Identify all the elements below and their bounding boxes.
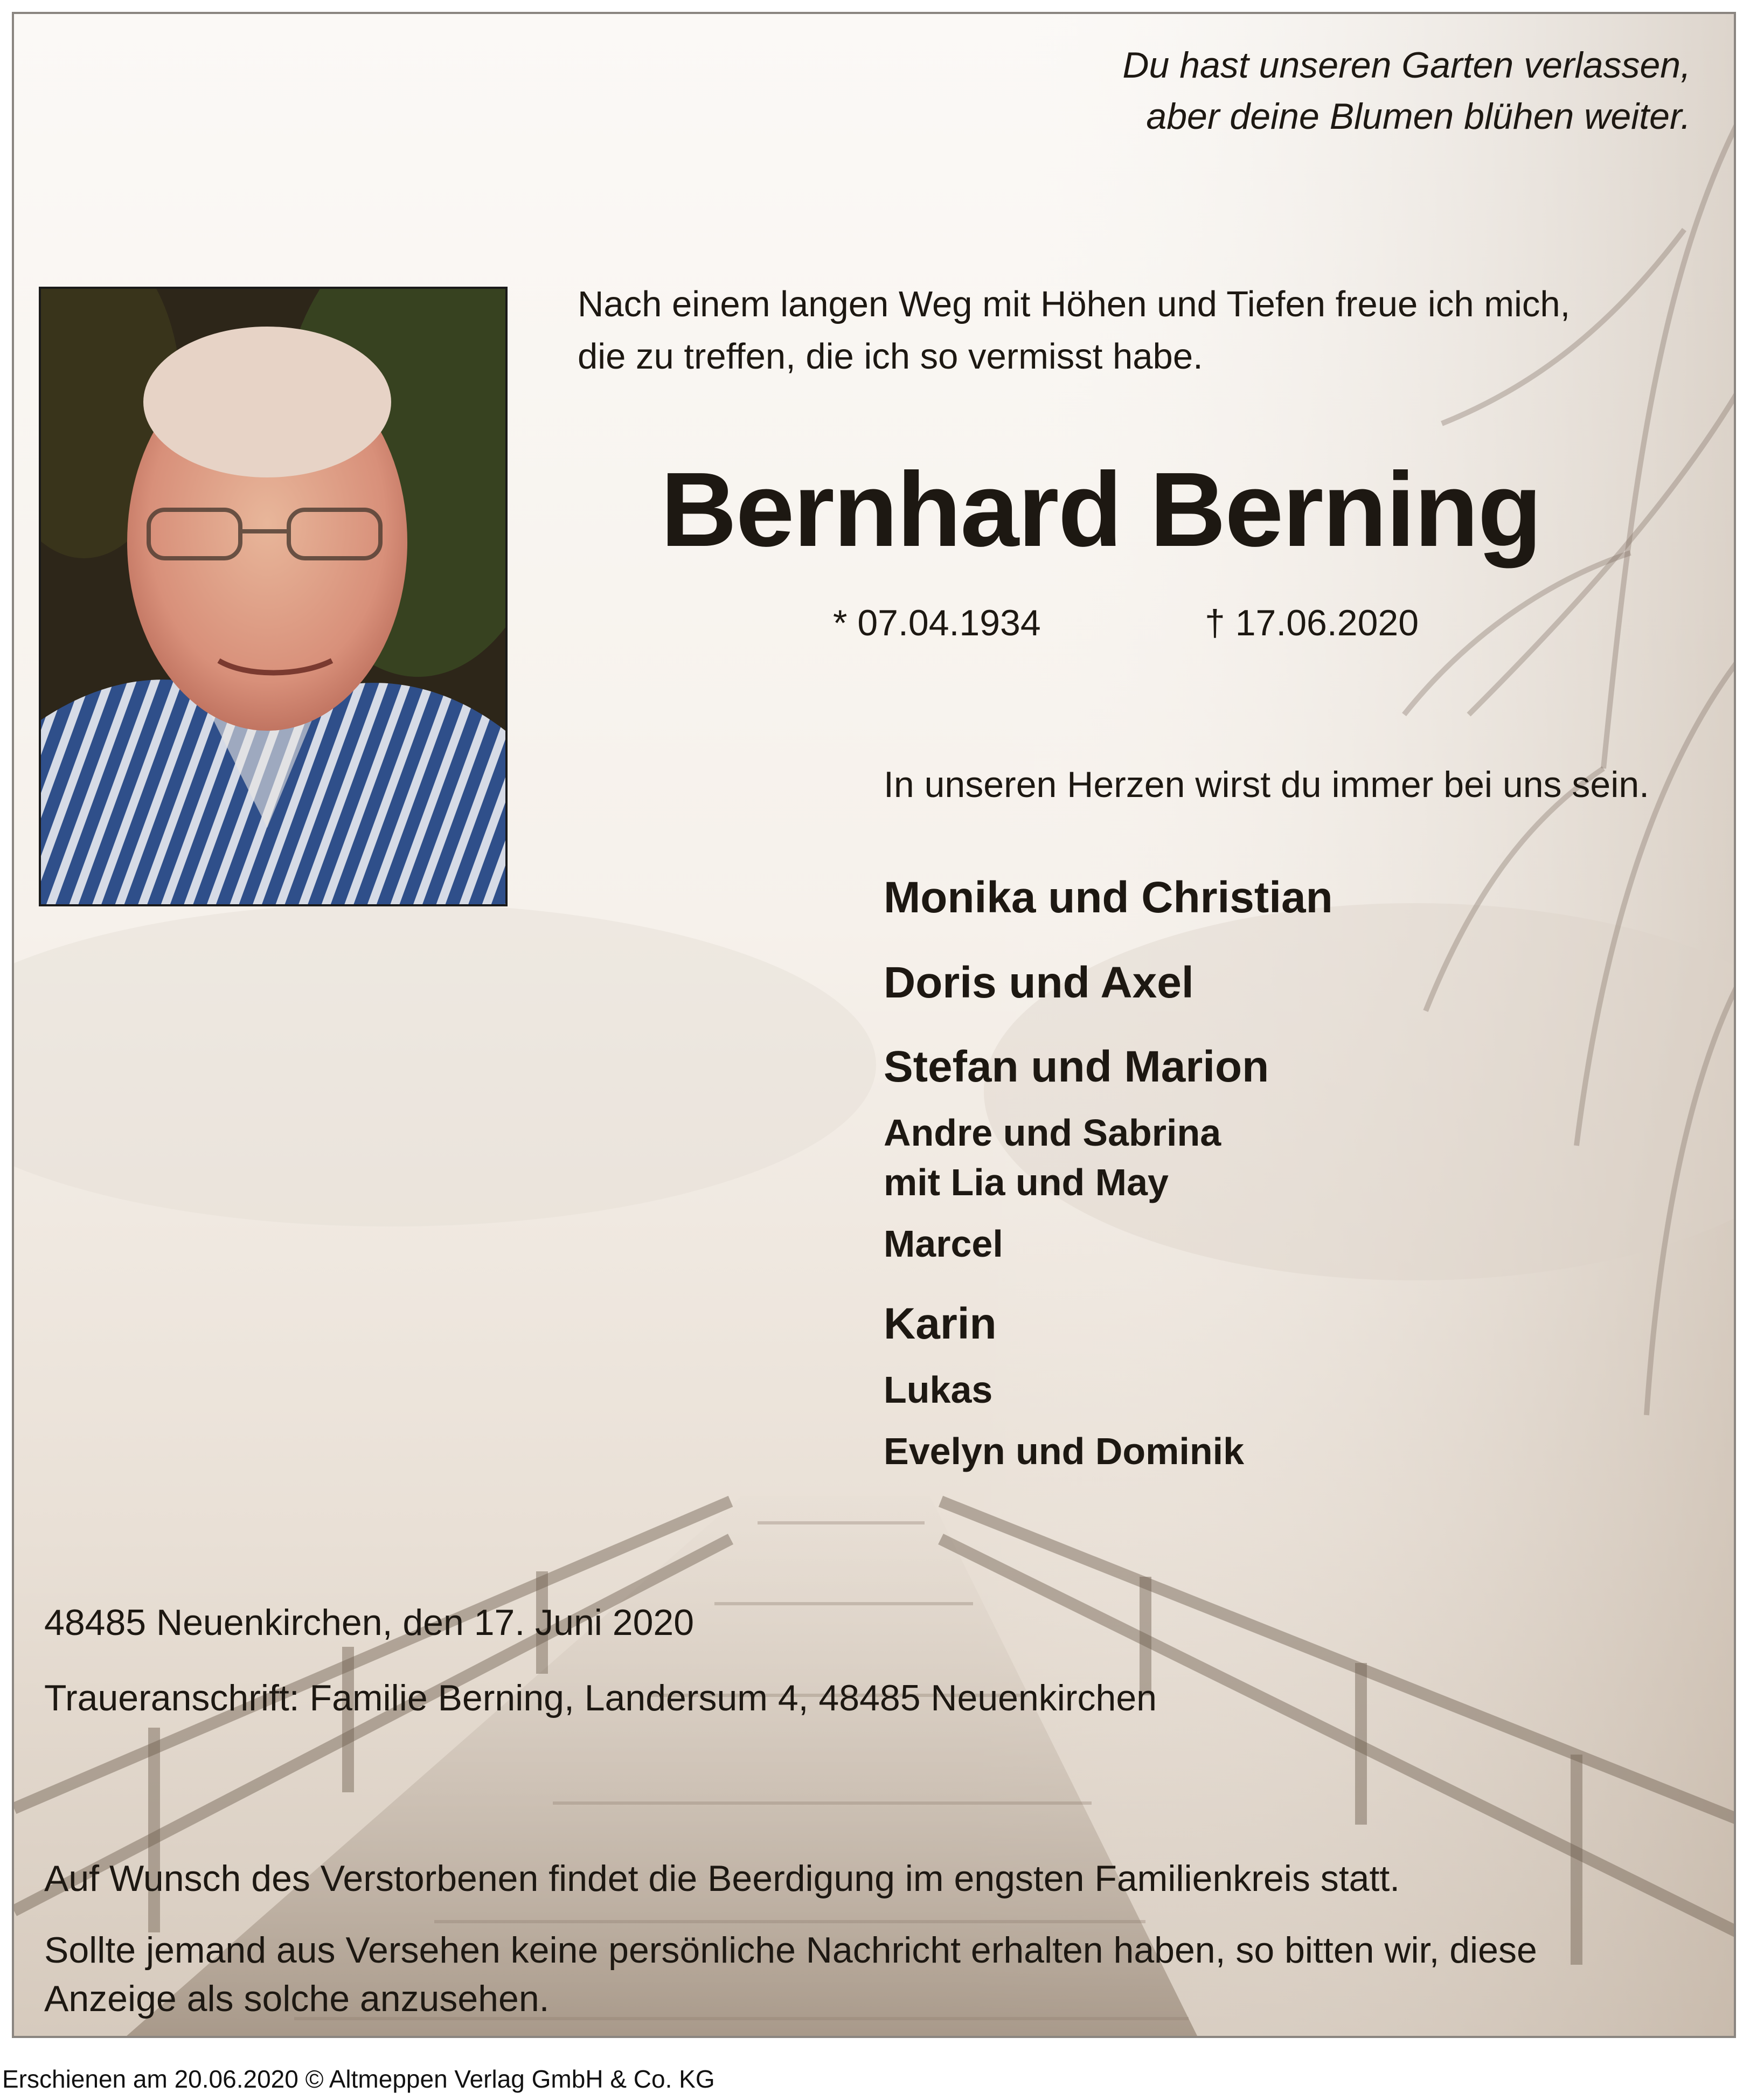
quote-line-2: aber deine Blumen blühen weiter. [1146,96,1691,137]
family-member: Evelyn und Dominik [884,1430,1244,1472]
portrait-photo [39,287,508,906]
obituary-notice [12,12,1736,2038]
intro-line-2: die zu treffen, die ich so vermisst habe. [578,336,1203,377]
death-date: † 17.06.2020 [1205,602,1419,643]
motto-text: In unseren Herzen wirst du immer bei uns sein. [884,764,1650,805]
family-member: Andre und Sabrina [884,1112,1221,1154]
intro-line-1: Nach einem langen Weg mit Höhen und Tiefen freue ich mich, [578,284,1571,324]
family-member: mit Lia und May [884,1161,1169,1203]
birth-date: * 07.04.1934 [833,602,1041,643]
family-member: Karin [884,1299,997,1348]
mourning-address: Traueranschrift: Familie Berning, Landersum 4, 48485 Neuenkirchen [44,1678,1157,1718]
publication-footer: Erschienen am 20.06.2020 © Altmeppen Verlag GmbH & Co. KG [2,2065,715,2093]
portrait-illustration [41,289,505,904]
quote-line-1: Du hast unseren Garten verlassen, [1122,45,1691,86]
family-member: Doris und Axel [884,958,1194,1007]
closing-note [44,1926,1537,2023]
deceased-name: Bernhard Berning [661,451,1541,569]
closing-note-line-2: Anzeige als solche anzusehen. [44,1978,550,2019]
family-member: Marcel [884,1223,1003,1265]
family-member: Stefan und Marion [884,1042,1269,1091]
family-member: Lukas [884,1369,993,1411]
funeral-wish: Auf Wunsch des Verstorbenen findet die Beerdigung im engsten Familienkreis statt. [44,1858,1400,1899]
intro-text [578,278,1570,383]
family-member: Monika und Christian [884,873,1333,922]
closing-note-line-1: Sollte jemand aus Versehen keine persönliche Nachricht erhalten haben, so bitten wir, diese [44,1930,1537,1971]
place-and-date: 48485 Neuenkirchen, den 17. Juni 2020 [44,1602,695,1643]
memorial-quote [1122,40,1691,142]
